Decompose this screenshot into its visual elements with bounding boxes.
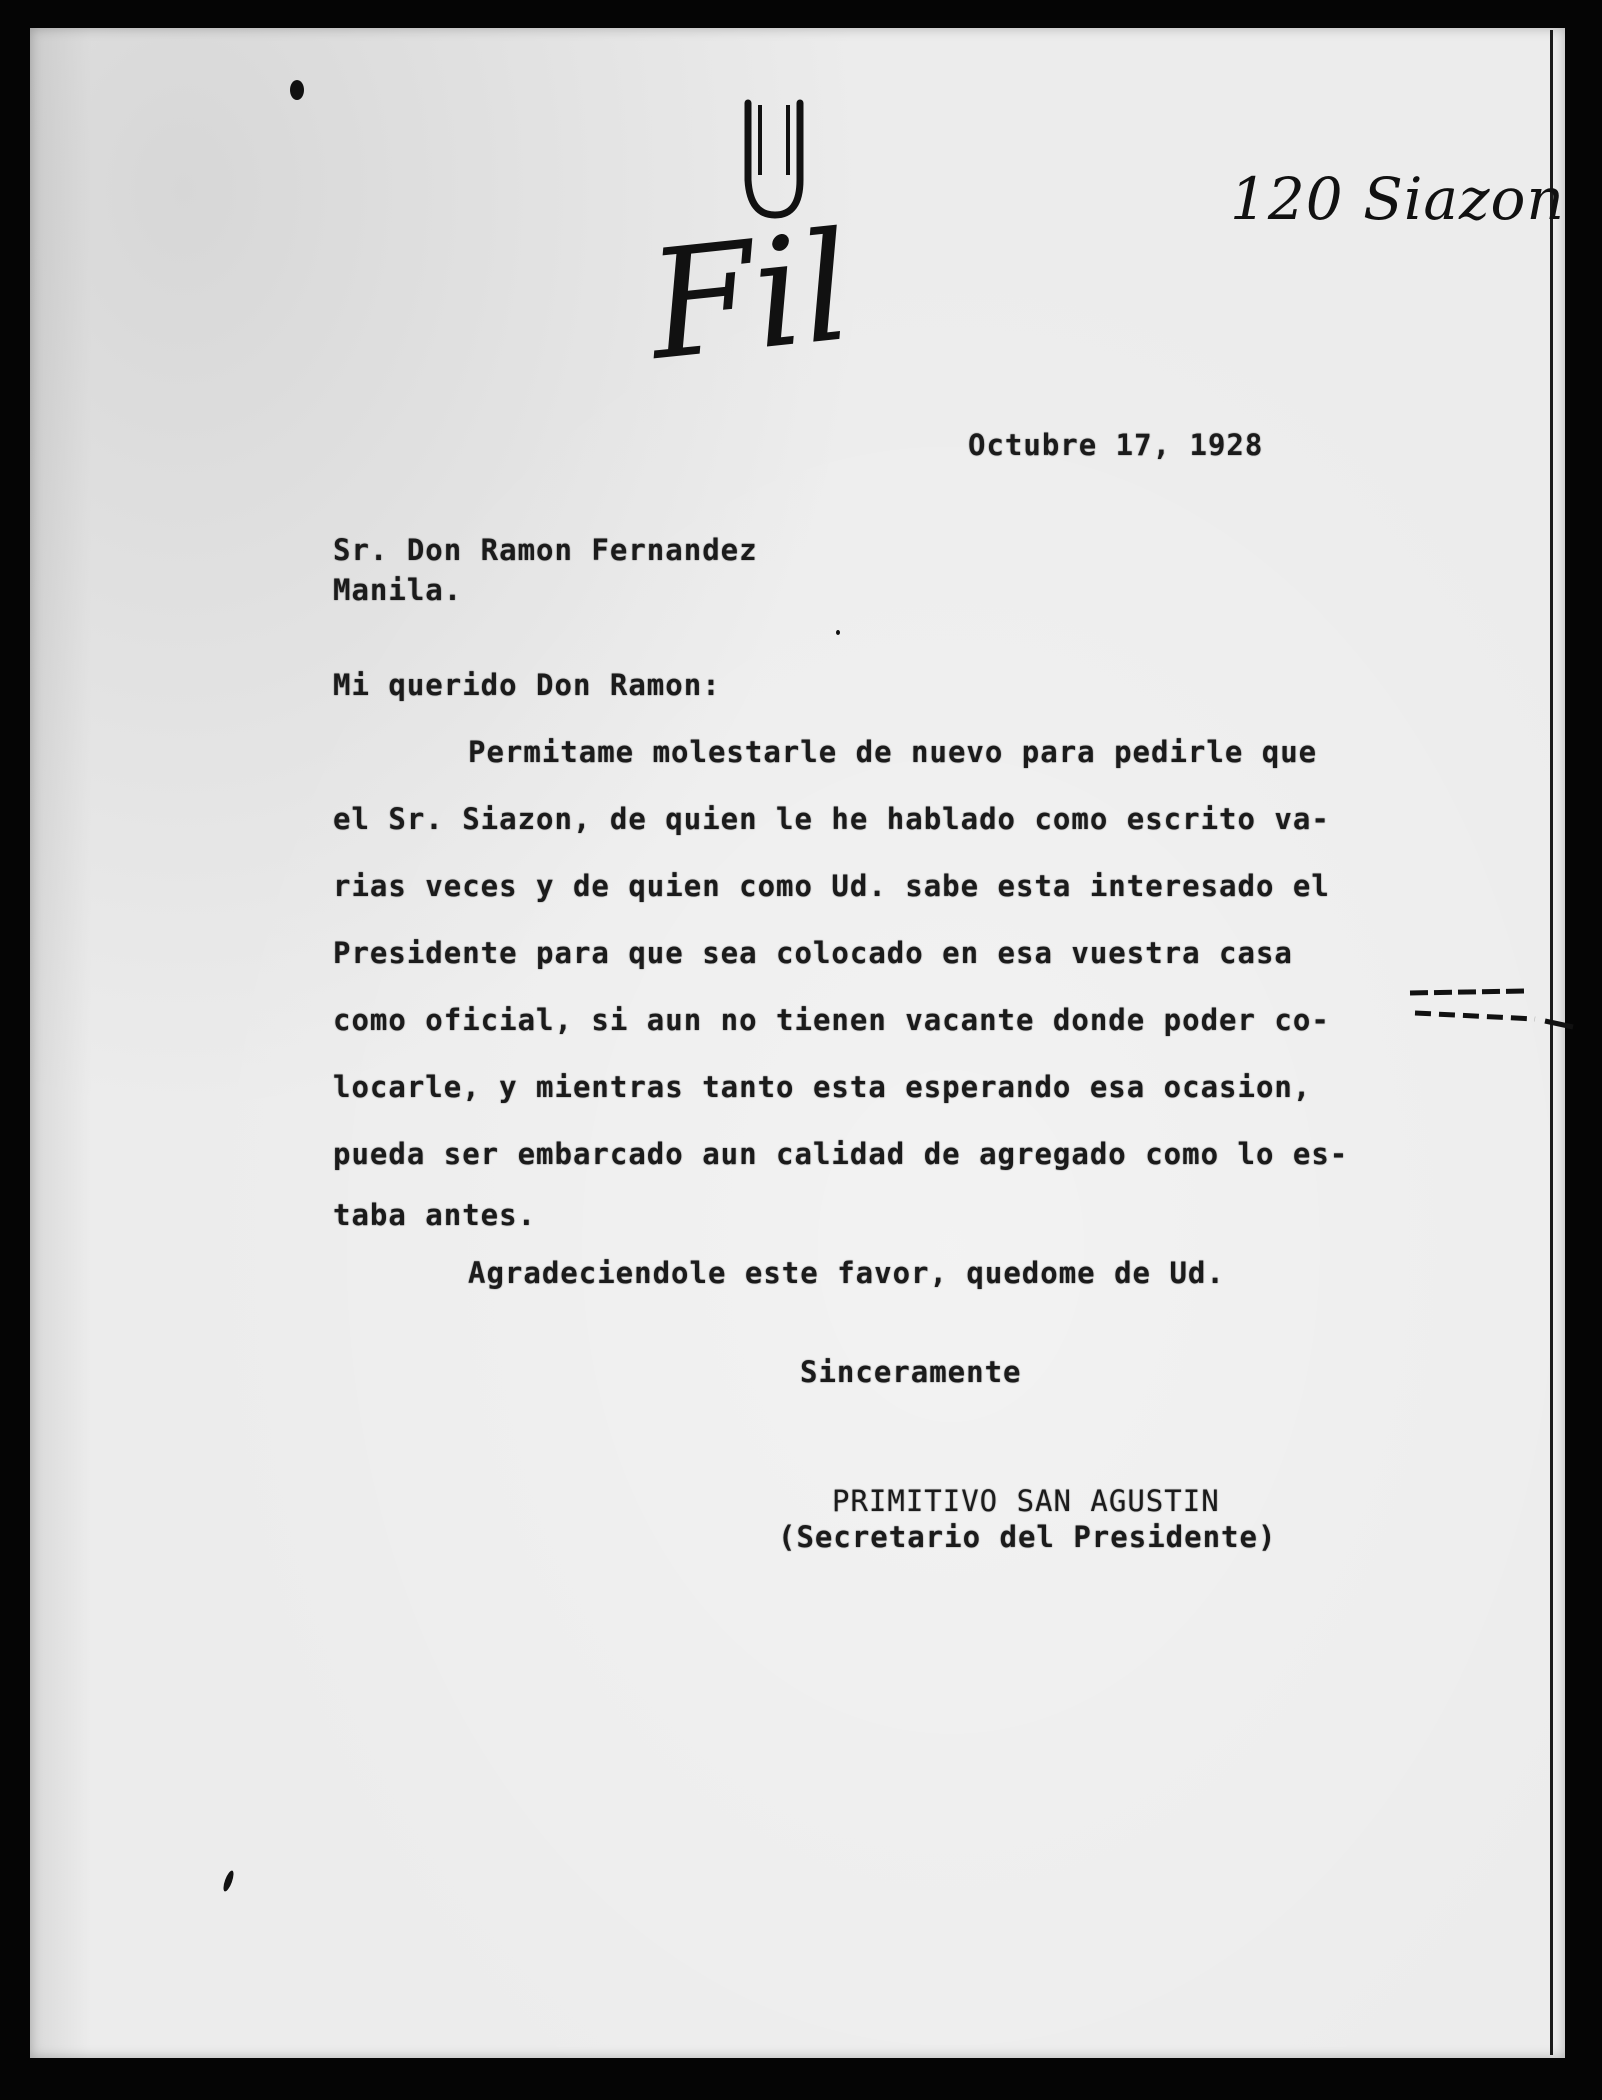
body-line: taba antes.	[333, 1198, 537, 1232]
body-line: Presidente para que sea colocado en esa vuestra casa	[333, 936, 1293, 970]
body-line: pueda ser embarcado aun calidad de agregado como lo es-	[333, 1137, 1349, 1171]
recipient-city: Manila.	[333, 573, 463, 607]
salutation: Mi querido Don Ramon:	[333, 668, 721, 702]
valediction: Sinceramente	[800, 1355, 1022, 1389]
ink-speck	[836, 630, 840, 635]
ink-speck	[290, 80, 304, 100]
letter-date: Octubre 17, 1928	[968, 428, 1264, 462]
signer-title: (Secretario del Presidente)	[778, 1520, 1277, 1554]
recipient-name: Sr. Don Ramon Fernandez	[333, 533, 758, 567]
body-line: locarle, y mientras tanto esta esperando esa ocasion,	[333, 1070, 1312, 1104]
body-line: rias veces y de quien como Ud. sabe esta interesado el	[333, 869, 1330, 903]
closing-line: Agradeciendole este favor, quedome de Ud.	[468, 1256, 1225, 1290]
body-line: Permitame molestarle de nuevo para pedirle que	[468, 735, 1318, 769]
handwritten-initials: Fil	[641, 200, 859, 394]
signer-name: PRIMITIVO SAN AGUSTIN	[832, 1484, 1220, 1518]
body-line: el Sr. Siazon, de quien le he hablado como escrito va-	[333, 802, 1330, 836]
margin-dash-marks	[1405, 985, 1575, 1045]
body-line: como oficial, si aun no tienen vacante donde poder co-	[333, 1003, 1330, 1037]
handwritten-corner-note: 120 Siazon	[1230, 165, 1565, 233]
